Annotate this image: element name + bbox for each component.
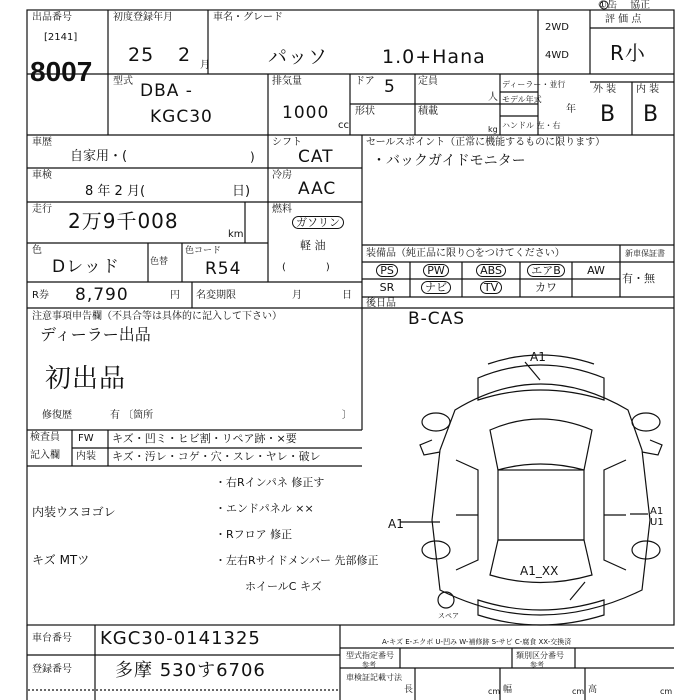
comment-right-5: ホイールC キズ (245, 580, 322, 593)
type-label: 型式 (113, 76, 133, 87)
name-change-label: 名変期限 (196, 290, 236, 301)
comment-right-3: ・Rフロア 修正 (215, 528, 293, 541)
selling-points-value: ・バックガイドモニター (372, 153, 526, 169)
model-year-label: モデル年式 (502, 95, 542, 104)
load-label: 積載 (418, 106, 438, 117)
lot-label: 出品番号 (32, 12, 72, 23)
comment-left-2: キズ MTツ (32, 553, 90, 567)
vehicle-dims: 車検証記載寸法 (346, 673, 402, 682)
name-change-day: 日 (342, 290, 352, 301)
first-reg-year: 25 (128, 44, 155, 66)
person-unit: 人 (488, 92, 498, 103)
fuel-alt: 軽 油 (300, 239, 326, 252)
equip-leather: カワ (535, 281, 557, 294)
history-value: 自家用・( (70, 149, 128, 164)
mileage-label: 走行 (32, 204, 52, 215)
shift-value: CAT (298, 147, 334, 167)
damage-mark-left: A1 (388, 517, 404, 531)
top-right-note: ①岳 協正 (598, 0, 651, 11)
inspector-interior-items: キズ・汚レ・コゲ・穴・スレ・ヤレ・破レ (112, 450, 321, 463)
fuel-paren: ( ) (282, 262, 330, 273)
rating-value: R小 (610, 41, 646, 65)
yen-unit: 円 (170, 290, 180, 301)
exterior-grade: B (600, 102, 617, 127)
notes-line1: ディーラー出品 (40, 325, 151, 344)
comment-right-4: ・左右Rサイドメンバー 先部修正 (215, 554, 379, 567)
aftermarket-label: 後日品 (366, 298, 396, 309)
recycle-label: R券 (32, 290, 49, 301)
category-number: 類別区分番号 (516, 651, 564, 660)
color-value: Dレッド (52, 257, 120, 277)
comment-right-2: ・エンドパネル ×× (215, 502, 314, 515)
type-value-2: KGC30 (150, 107, 213, 127)
type-designation: 型式指定番号 (346, 651, 394, 660)
equip-tv-label: TV (480, 281, 502, 294)
damage-mark-top: A1 (530, 350, 546, 364)
ac-value: AAC (298, 179, 337, 199)
notes-label: 注意事項申告欄（不具合等は具体的に記入して下さい） (32, 311, 282, 322)
km-unit: km (228, 229, 244, 240)
cc-unit: cc (338, 120, 349, 131)
type-value-1: DBA - (140, 81, 193, 101)
inspector-fw: FW (78, 433, 94, 444)
notes-line2: 初出品 (45, 364, 127, 394)
damage-mark-right: A1 U1 (650, 506, 664, 528)
chassis-value: KGC30-0141325 (100, 628, 261, 649)
fuel-circled: ガソリン (292, 216, 344, 229)
drive-4wd: 4WD (545, 50, 569, 61)
equip-pw-label: PW (423, 264, 449, 277)
cm-unit-1: cm (488, 687, 501, 696)
history-close: ) (250, 150, 255, 164)
comment-left-1: 内装ウスヨゴレ (32, 505, 116, 519)
drive-2wd: 2WD (545, 22, 569, 33)
inspector-fw-items: キズ・凹ミ・ヒビ割・リペア跡・×要 (112, 432, 297, 445)
inspector-label-2: 記入欄 (30, 450, 60, 461)
inspection-close: 日) (232, 184, 251, 199)
interior-label: 内 装 (636, 84, 660, 95)
first-reg-label: 初度登録年月 (113, 12, 173, 23)
warranty-value: 有・無 (622, 272, 655, 285)
lot-number: 8007 (30, 56, 93, 87)
legend: A-キズ E-エクボ U-凹み W-補修跡 S-サビ C-腐食 XX-交換済 (382, 638, 572, 646)
equip-sr: SR (379, 281, 395, 294)
history-label: 車歴 (32, 137, 52, 148)
rating-label: 評 価 点 (605, 14, 642, 25)
color-change-label: 色替 (150, 257, 169, 267)
reg-value: 多摩 530す6706 (115, 660, 266, 681)
equip-abs-label: ABS (476, 264, 506, 277)
year-unit: 年 (566, 104, 576, 115)
shape-label: 形状 (355, 106, 375, 117)
color-code-label: 色コード (185, 246, 222, 256)
equip-navi-label: ナビ (421, 281, 451, 294)
equipment-label: 装備品（純正品に限り○をつけてください） (366, 248, 565, 259)
handle-label: ハンドル 左・右 (502, 121, 561, 130)
comment-right-1: ・右Rインパネ 修正す (215, 476, 325, 489)
door-label: ドア (355, 76, 375, 87)
model-name: パッソ (268, 46, 329, 68)
equip-ps-label: PS (376, 264, 398, 277)
inspection-label: 車検 (32, 170, 52, 181)
first-reg-month: 2 (178, 44, 192, 66)
inspector-label-1: 検査員 (30, 432, 60, 443)
inspection-value: 8 年 2 月( (85, 184, 146, 199)
repair-value: 有 〔箇所 (110, 410, 154, 421)
equip-airbag-label: エアB (527, 264, 565, 277)
length-label: 長 (404, 685, 414, 695)
model-label: 車名・グレード (213, 12, 283, 23)
capacity-label: 定員 (418, 76, 438, 87)
ref-2: 参考 (530, 661, 544, 669)
damage-mark-bottom: A1_XX (520, 564, 559, 578)
warranty-label: 新車保証書 (625, 249, 665, 258)
chassis-label: 車台番号 (32, 633, 72, 644)
displacement-label: 排気量 (272, 76, 302, 87)
displacement-value: 1000 (282, 103, 330, 123)
interior-grade: B (643, 102, 660, 127)
color-code-value: R54 (205, 259, 242, 279)
cm-unit-3: cm (660, 687, 673, 696)
color-label: 色 (32, 245, 42, 256)
ac-label: 冷房 (272, 170, 292, 181)
month-unit: 月 (200, 60, 210, 71)
grade: 1.0+Hana (382, 46, 486, 68)
fuel-label: 燃料 (272, 204, 292, 215)
kg-unit: kg (488, 125, 498, 134)
exterior-label: 外 装 (593, 84, 617, 95)
width-label: 幅 (503, 685, 513, 695)
aftermarket-value: B-CAS (408, 309, 466, 329)
cm-unit-2: cm (572, 687, 585, 696)
spare-label: スペア (438, 612, 459, 620)
ref-1: 参考 (362, 661, 376, 669)
lot-sub: [2141] (44, 32, 78, 43)
dealer-label: ディーラー・並行 (502, 80, 566, 89)
equip-aw: AW (587, 264, 605, 277)
shift-label: シフト (272, 137, 302, 148)
inspector-interior: 内装 (76, 451, 96, 462)
selling-points-label: セールスポイント（正常に機能するものに限ります） (366, 137, 606, 148)
repair-close: 〕 (342, 410, 352, 421)
repair-label: 修復歴 (42, 410, 72, 421)
height-label: 高 (588, 685, 598, 695)
mileage-value: 2万9千008 (68, 209, 179, 233)
name-change-month: 月 (292, 290, 302, 301)
reg-label: 登録番号 (32, 664, 72, 675)
recycle-value: 8,790 (75, 285, 129, 305)
door-value: 5 (384, 77, 396, 97)
